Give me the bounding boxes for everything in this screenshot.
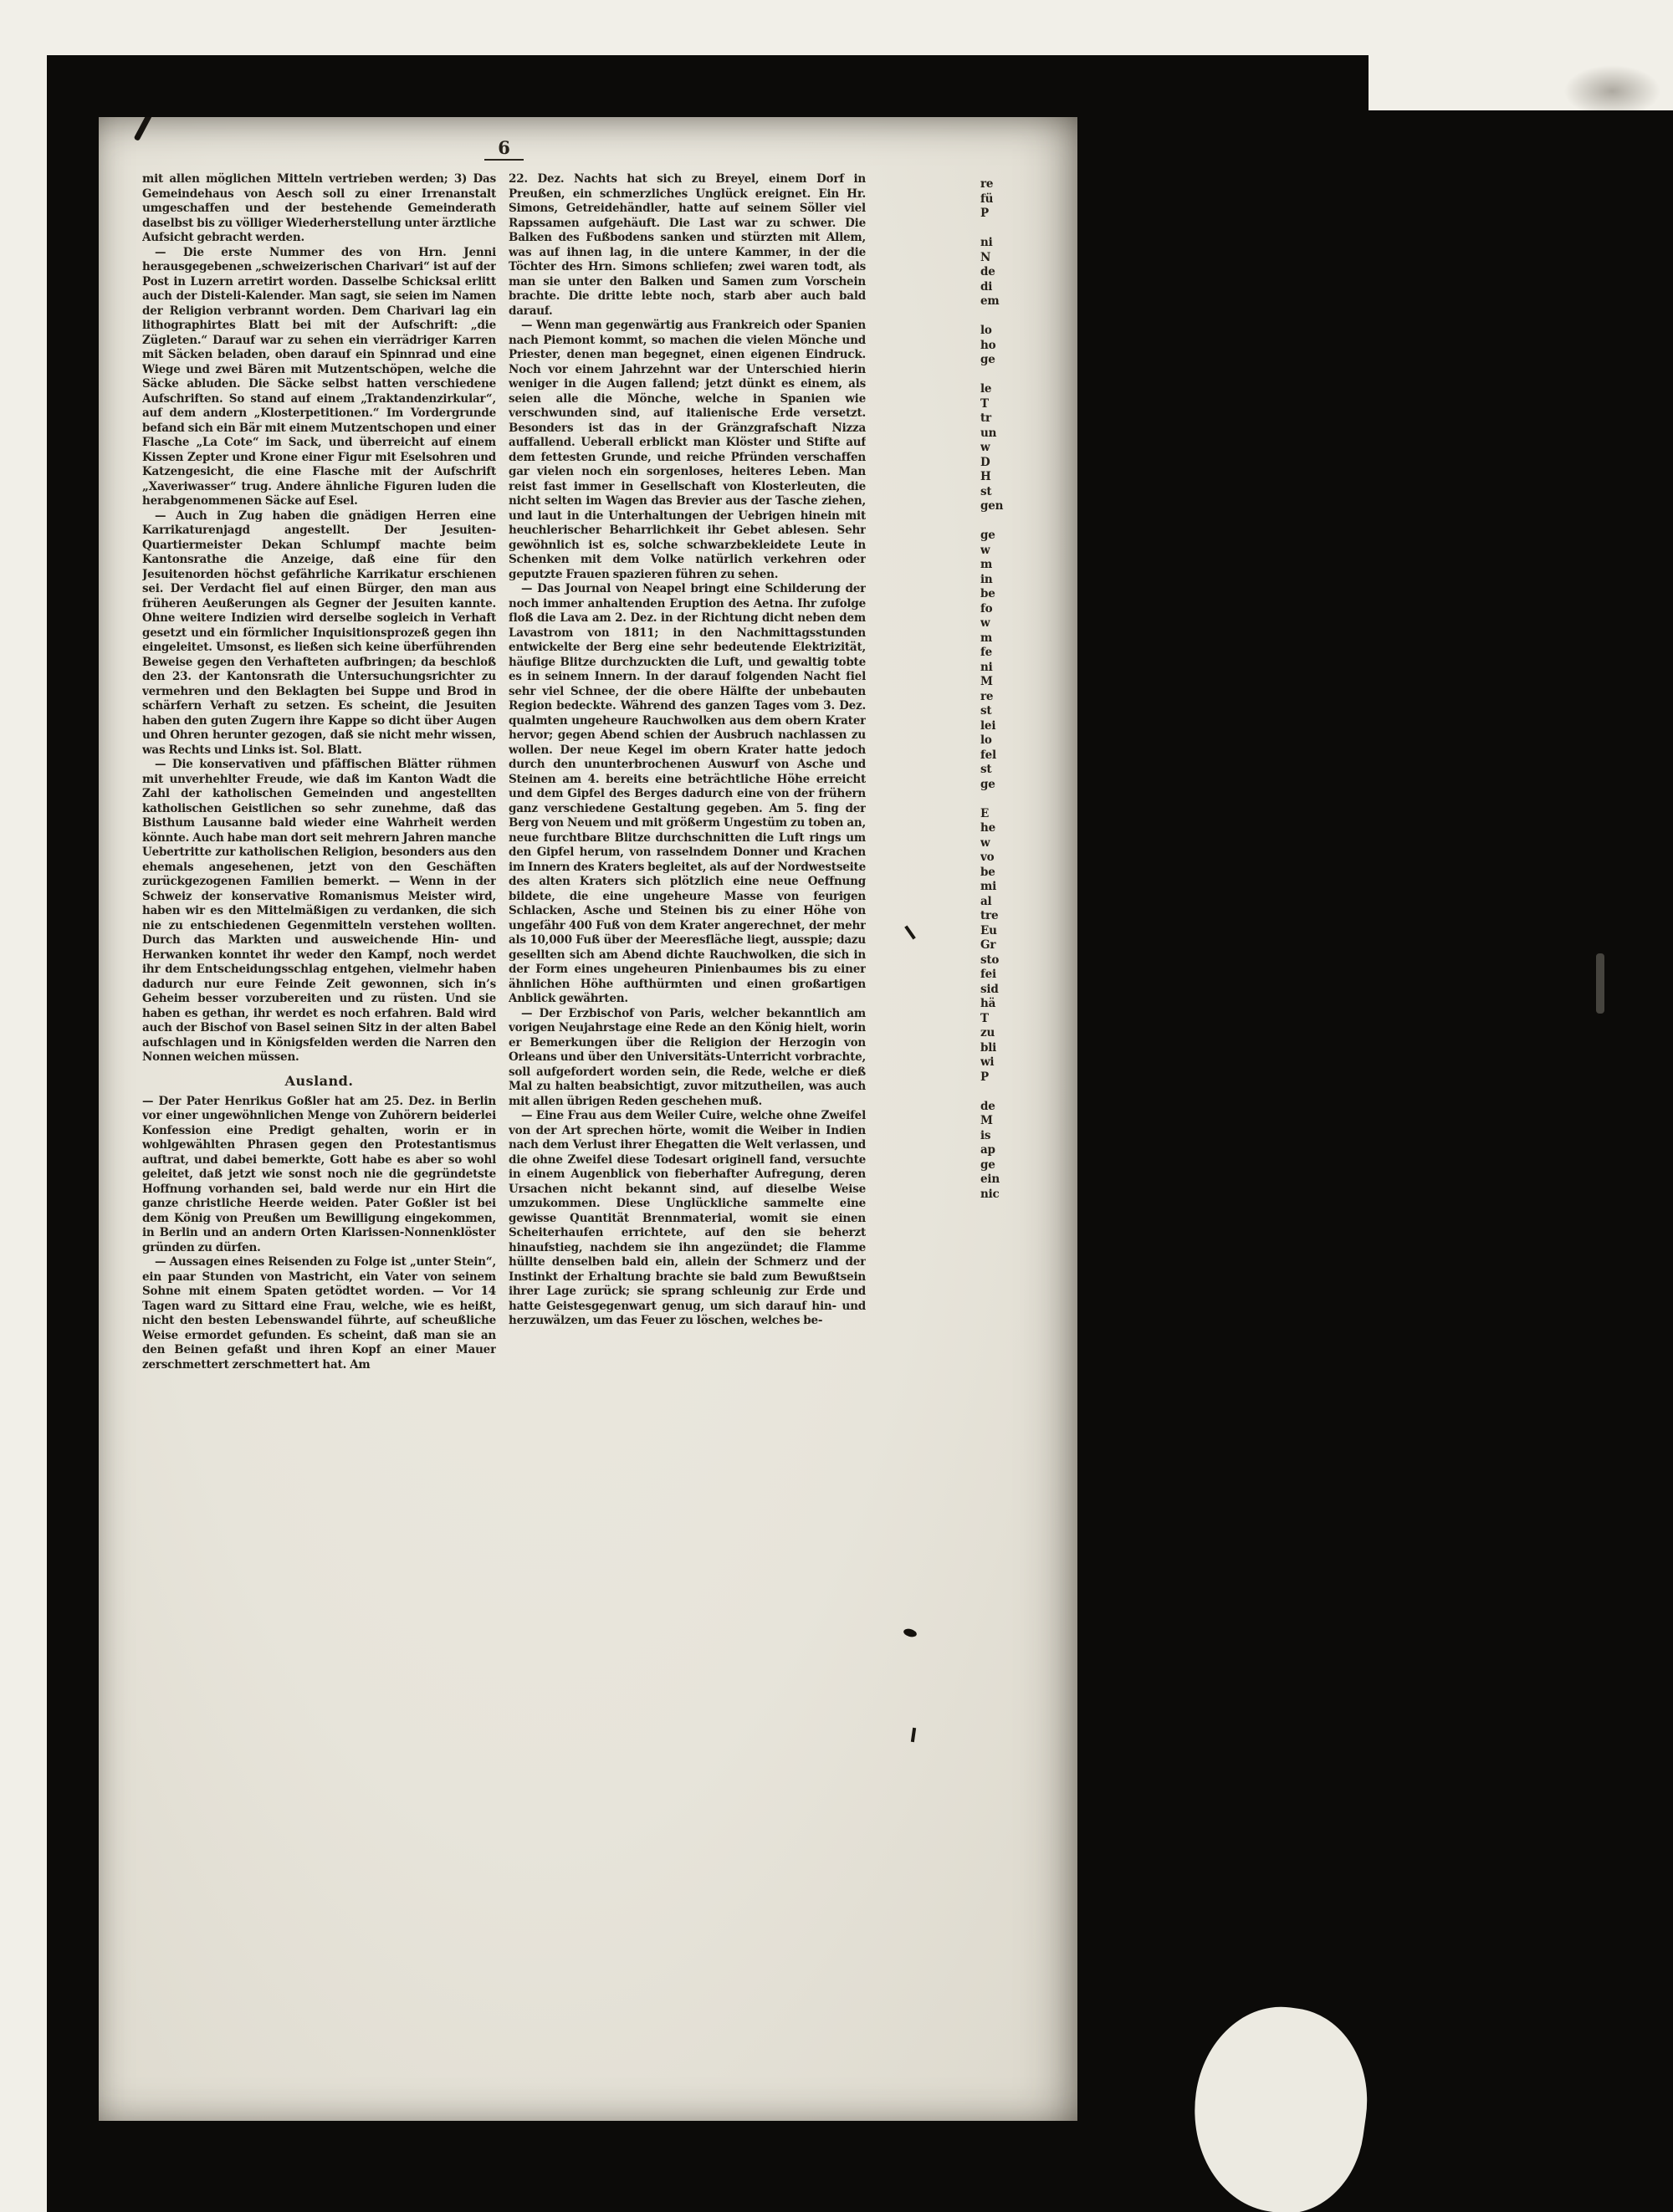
clipped-text-fragment: hä xyxy=(980,997,996,1010)
clipped-text-fragment: ge xyxy=(980,353,995,366)
clipped-text-fragment xyxy=(980,514,1014,529)
clipped-text-fragment: ge xyxy=(980,1157,995,1172)
clipped-text-fragment: be xyxy=(980,865,995,879)
clipped-text-fragment: fü xyxy=(980,192,994,206)
clipped-text-fragment: st xyxy=(980,704,992,718)
clipped-text-fragment: al xyxy=(980,894,992,908)
article-paragraph: — Aussagen eines Reisenden zu Folge ist „unter Stein“, ein paar Stunden von Mastricht, ein Vater von seinem Sohne mit einem Spaten getödtet worden. — Vor 14 Tagen ward zu Sittard eine Frau, welche, wie es heißt, nicht den besten Lebenswandel führte, auf scheußliche Weise ermordet gefunden. Es scheint, daß man sie an den Beinen gefaßt und ihren Kopf an einer Mauer zerschmettert zerschmettert hat. Am xyxy=(142,1255,496,1372)
clipped-text-fragment: he xyxy=(980,821,996,835)
left-column-articles xyxy=(142,172,496,1065)
article-paragraph: 22. Dez. Nachts hat sich zu Breyel, einem Dorf in Preußen, ein schmerzliches Unglück ereignet. Ein Hr. Simons, Getreidehändler, hatte auf seinem Söller viel Rapssamen aufgehäuft. Die Last war zu schwer. Die Balken des Fußbodens sanken und stürzten mit Allem, was auf ihnen lag, in die untere Kammer, in der die Töchter des Hrn. Simons schliefen; zwei waren todt, als man sie unter den Balken und Samen zum Vorschein brachte. Die dritte lebte noch, starb aber auch bald darauf. xyxy=(509,172,866,318)
clipped-text-fragment: T xyxy=(980,396,989,411)
page-header xyxy=(142,137,866,161)
clipped-text-fragment xyxy=(980,1085,1014,1100)
newspaper-page xyxy=(97,115,1077,2123)
clipped-text-fragment: be xyxy=(980,587,995,600)
clipped-text-fragment: zu xyxy=(980,1026,995,1040)
right-column-articles xyxy=(509,172,866,1329)
clipped-third-column xyxy=(980,177,1014,1260)
clipped-text-fragment: fei xyxy=(980,968,996,981)
text-columns xyxy=(142,172,1077,1498)
clipped-text-fragment: P xyxy=(980,207,989,220)
article-paragraph: — Der Erzbischof von Paris, welcher bekanntlich am vorigen Neujahrstage eine Rede an den König hielt, worin er Bemerkungen über die Religion der Herzogin von Orleans und über den Universitäts-Unterricht vorbrachte, soll aufgefordert worden sein, die Rede, welche er dieß Mal zu halten beabsichtigt, zuvor mitzutheilen, was auch mit allen übrigen Reden geschehen muß. xyxy=(509,1006,866,1108)
clipped-text-fragment: re xyxy=(980,689,994,703)
clipped-text-fragment: lo xyxy=(980,733,992,747)
clipped-text-fragment: mi xyxy=(980,880,997,893)
clipped-text-fragment: wi xyxy=(980,1055,995,1069)
article-paragraph: mit allen möglichen Mitteln vertrieben werden; 3) Das Gemeindehaus von Aesch soll zu einer Irrenanstalt umgeschaffen und der bestehende Gemeinderath daselbst bis zu völliger Wiederherstellung unter ärztliche Aufsicht gebracht werden. xyxy=(142,172,496,244)
clipped-text-fragment: is xyxy=(980,1128,991,1142)
clipped-text-fragment: ein xyxy=(980,1172,1000,1186)
clipped-text-fragment: di xyxy=(980,279,993,294)
clipped-text-fragment: ge xyxy=(980,777,995,791)
clipped-text-fragment: ni xyxy=(980,236,993,249)
clipped-text-fragment: ho xyxy=(980,338,996,352)
clipped-text-fragment: M xyxy=(980,675,993,688)
clipped-text-fragment: in xyxy=(980,572,993,586)
clipped-text-fragment: bli xyxy=(980,1040,997,1055)
article-paragraph: — Die erste Nummer des von Hrn. Jenni herausgegebenen „schweizerischen Charivari“ ist auf der Post in Luzern arretirt worden. Dasselbe Schicksal erlitt auch der Disteli-Kalender. Man sagt, sie seien im Namen der Religion verbrannt worden. Dem Charivari lag ein lithographirtes Blatt bei mit der Aufschrift: „die Zügleten.“ Darauf war zu sehen ein vierrädriger Karren mit Säcken beladen, oben darauf ein Spinnrad und eine Wiege und zwei Bären mit Mutzentschöpen, welche die Säcke abluden. Die Säcke selbst hatten verschiedene Aufschriften. So stand auf einem „Traktandenzirkular“, auf dem andern „Klosterpetitionen.“ Im Vordergrunde befand sich ein Bär mit einem Mutzentschopen und einer Flasche „La Cote“ im Sack, und überreicht auf einem Kissen Zepter und Krone einer Figur mit Eselsohren und Katzengesicht, die eine Flasche mit der Aufschrift „Xaveriwasser“ trug. Andere ähnliche Figuren luden die herabgenommenen Säcke auf Esel. xyxy=(142,245,496,508)
clipped-text-fragment: de xyxy=(980,265,995,278)
scan-border-bottom xyxy=(47,2121,1218,2212)
article-paragraph: — Eine Frau aus dem Weiler Cuire, welche ohne Zweifel von der Art sprechen hörte, womit die Weiber in Indien nach dem Verlust ihrer Ehegatten die Welt verlassen, und die ohne Zweifel diese Todesart originell fand, versuchte in einem Augenblick von fieberhafter Aufregung, deren Ursachen nicht bekannt sind, auf dieselbe Weise umzukommen. Diese Unglückliche sammelte eine gewisse Quantität Brennmaterial, womit sie einen Scheiterhaufen errichtete, auf den sie beherzt hinaufstieg, nachdem sie ihn angezündet; die Flamme hüllte denselben bald ein, allein der Schmerz und der Instinkt der Erhaltung brachte sie bald zum Bewußtsein ihrer Lage zurück; sie sprang schleunig zur Erde und hatte Geistesgegenwart genug, um sich darauf hin- und herzuwälzen, um das Feuer zu löschen, welches be- xyxy=(509,1109,866,1327)
clipped-text-fragment: vo xyxy=(980,851,995,864)
right-column xyxy=(509,172,866,1498)
article-paragraph: — Wenn man gegenwärtig aus Frankreich oder Spanien nach Piemont kommt, so machen die vielen Mönche und Priester, denen man begegnet, einen eigenen Eindruck. Noch vor einem Jahrzehnt war der Unterschied hierin weniger in die Augen fallend; jetzt dünkt es einem, als seien alle die Mönche, welche in Spanien wie verschwunden sind, auf italienische Erde versetzt. Besonders ist das in der Gränzgrafschaft Nizza auffallend. Ueberall erblickt man Klöster und Stifte auf dem fettesten Grunde, und reiche Pfründen verschaffen gar vielen noch ein sorgenloses, heiteres Leben. Man reist fast immer in Gesellschaft von Klosterleuten, die nicht selten im Wagen das Brevier aus der Tasche ziehen, und laut in die Unterhaltungen der Uebrigen hinein mit heuchlerischer Beharrlichkeit ihr Gebet ablesen. Sehr gewöhnlich ist es, solche schwarzbekleidete Leute in Schenken mit dem Volke natürlich verkehren oder geputzte Frauen spazieren führen zu sehen. xyxy=(509,319,866,581)
clipped-text-fragment: fel xyxy=(980,748,996,762)
scan-border-left xyxy=(47,55,99,2144)
clipped-text-fragment: w xyxy=(980,441,990,454)
clipped-text-fragment: T xyxy=(980,1011,989,1025)
clipped-text-fragment: fe xyxy=(980,646,992,659)
clipped-text-fragment: lo xyxy=(980,324,992,337)
clipped-text-fragment: un xyxy=(980,426,997,440)
clipped-text-fragment: sid xyxy=(980,982,999,996)
clipped-text-fragment: tre xyxy=(980,909,999,922)
clipped-text-fragment: H xyxy=(980,470,991,483)
clipped-text-fragment: E xyxy=(980,806,990,820)
clipped-text-fragment: st xyxy=(980,763,992,776)
clipped-text-fragment: re xyxy=(980,177,994,191)
clipped-text-fragment: fo xyxy=(980,601,993,616)
clipped-text-fragment: st xyxy=(980,484,992,498)
page-number: 6 xyxy=(484,137,524,161)
left-column xyxy=(142,172,496,1498)
clipped-text-fragment: m xyxy=(980,631,993,645)
article-paragraph: — Auch in Zug haben die gnädigen Herren eine Karrikaturenjagd angestellt. Der Jesuiten-Quartiermeister Dekan Schlumpf machte beim Kantonsrathe die Anzeige, daß eine für den Jesuitenorden höchst gefährliche Karrikatur erschienen sei. Der Verdacht fiel auf einen Bürger, den man aus früheren Aeußerungen als Gegner der Jesuiten kannte. Ohne weitere Indizien wird derselbe sogleich in Verhaft gesetzt und ein förmlicher Inquisitionsprozeß gegen ihn eingeleitet. Umsonst, es ließen sich keine überführenden Beweise gegen den Verhafteten aufbringen; da beschloß den 23. der Kantonsrath die Untersuchungsrichter zu vermehren und den Beklagten bei Suppe und Brod in schärfern Verhaft zu setzen. Es scheint, die Jesuiten haben den guten Zugern ihre Kappe so dicht über Augen und Ohren herunter gezogen, daß sie nicht mehr wissen, was Rechts und Links ist. Sol. Blatt. xyxy=(142,508,496,757)
clipped-text-fragment: Eu xyxy=(980,923,997,937)
clipped-text-fragment: nic xyxy=(980,1187,1000,1201)
clipped-text-fragment: tr xyxy=(980,411,991,425)
clipped-text-fragment: de xyxy=(980,1099,995,1113)
clipped-text-fragment: M xyxy=(980,1114,993,1127)
clipped-text-fragment: em xyxy=(980,294,1000,308)
scan-border-right xyxy=(1077,110,1673,2212)
clipped-text-fragment: w xyxy=(980,835,990,850)
clipped-text-fragment: P xyxy=(980,1070,989,1084)
article-paragraph: — Das Journal von Neapel bringt eine Schilderung der noch immer anhaltenden Eruption des Aetna. Ihr zufolge floß die Lava am 2. Dez. in der Richtung dicht neben dem Lavastrom von 1811; in den Nachmittagsstunden entwickelte der Berg eine sehr bedeutende Elektrizität, häufige Blitze durchzuckten die Luft, und gewaltig tobte es in seinem Innern. In der darauf folgenden Nacht fiel sehr viel Schnee, der die obere Hälfte der unbebauten Region bedeckte. Während des ganzen Tages vom 3. Dez. qualmten ungeheure Rauchwolken aus dem obern Krater hervor; gegen Abend schien der Ausbruch nachlassen zu wollen. Der neue Kegel im obern Krater hatte jedoch durch den ununterbrochenen Auswurf von Asche und Steinen am 4. bereits eine beträchtliche Höhe erreicht und dem Gipfel des Berges dadurch eine von der frühern ganz verschiedene Gestaltung gegeben. Am 5. fing der Berg von Neuem und mit größerm Ungestüm zu toben an, neue furchtbare Blitze durchschnitten die Luft rings um den Gipfel herum, von rasselndem Donner und Krachen im Innern des Kraters begleitet, als auf der Nordwestseite des alten Kraters sich plötzlich eine neue Oeffnung bildete, die eine ungeheure Masse von feurigen Schlacken, Asche und Steinen bis zu einer Höhe von ungefähr 400 Fuß von dem Krater angerechnet, der mehr als 10,000 Fuß über der Meeresfläche liegt, ausspie; dazu gesellten sich am Abend dichte Rauchwolken, die sich in der Form eines ungeheuren Pinienbaumes bis zu einer ähnlichen Höhe aufthürmten und einen großartigen Anblick gewährten. xyxy=(509,582,866,1005)
clipped-text-fragment: gen xyxy=(980,499,1004,513)
clipped-text-fragment: w xyxy=(980,616,990,630)
clipped-text-fragment: D xyxy=(980,455,990,469)
clipped-text-fragment xyxy=(980,222,1014,237)
clipped-text-fragment xyxy=(980,309,1014,324)
clipped-text-fragment: ap xyxy=(980,1143,995,1157)
clipped-text-fragment xyxy=(980,792,1014,807)
article-paragraph: — Der Pater Henrikus Goßler hat am 25. Dez. in Berlin vor einer ungewöhnlichen Menge von Zuhörern beiderlei Konfession eine Predigt gehalten, worin er in wohlgewählten Phrasen gegen den Protestantismus auftrat, und dabei bemerkte, Gott habe es aber so wohl geleitet, daß jetzt wie sonst noch nie die gegründetste Hoffnung vorhanden sei, bald werde nur ein Hirt die ganze christliche Heerde weiden. Pater Goßler ist bei dem König von Preußen um Bewilligung eingekommen, in Berlin und an andern Orten Klarissen-Nonnenklöster gründen zu dürfen. xyxy=(142,1094,496,1254)
scan-border-top xyxy=(49,55,1369,117)
clipped-text-fragment: le xyxy=(980,382,992,396)
article-paragraph: — Die konservativen und pfäffischen Blätter rühmen mit unverhehlter Freude, wie daß im Kanton Wadt die Zahl der katholischen Gemeinden und angestellten katholischen Geistlichen so sehr zunehme, daß das Bisthum Lausanne bald wieder eine Wahrheit werden könnte. Auch habe man dort seit mehrern Jahren manche Uebertritte zur katholischen Religion, besonders aus den ehemals angesehenen, jetzt von den Geschäften zurückgezogenen Familien bemerkt. — Wenn in der Schweiz der konservative Romanismus Meister wird, haben wir es den Mittelmäßigen zu verdanken, die sich nie zu entschiedenen Gegenmitteln verstehen wollten. Durch das Markten und ausweichende Hin- und Herwanken konntet ihr weder den Kampf, noch werdet ihr dem Entscheidungsschlag entgehen, vielmehr haben dadurch nur eure Feinde Zeit gewonnen, sich in’s Geheim besser vorzubereiten und zu rüsten. Und sie haben es gethan, ihr werdet es noch erfahren. Bald wird auch der Bischof von Basel seinen Sitz in der alten Babel aufschlagen und in Königsfelden werden die Narren den Nonnen weichen müssen. xyxy=(142,758,496,1064)
clipped-text-fragment: ni xyxy=(980,660,993,674)
clipped-text-fragment: lei xyxy=(980,718,996,733)
clipped-text-fragment: N xyxy=(980,250,991,264)
section-heading-ausland: Ausland. xyxy=(284,1072,354,1089)
clipped-text-fragment: ge xyxy=(980,529,995,542)
clipped-text-fragment: Gr xyxy=(980,938,996,952)
clipped-text-fragment xyxy=(980,368,1014,383)
ausland-articles xyxy=(142,1095,496,1373)
clipped-text-fragment: m xyxy=(980,558,993,571)
scan-smudge-top-right xyxy=(1564,65,1660,117)
clipped-text-fragment: sto xyxy=(980,953,1000,967)
scan-streak-right-edge xyxy=(1596,953,1604,1014)
clipped-text-fragment: w xyxy=(980,543,990,557)
